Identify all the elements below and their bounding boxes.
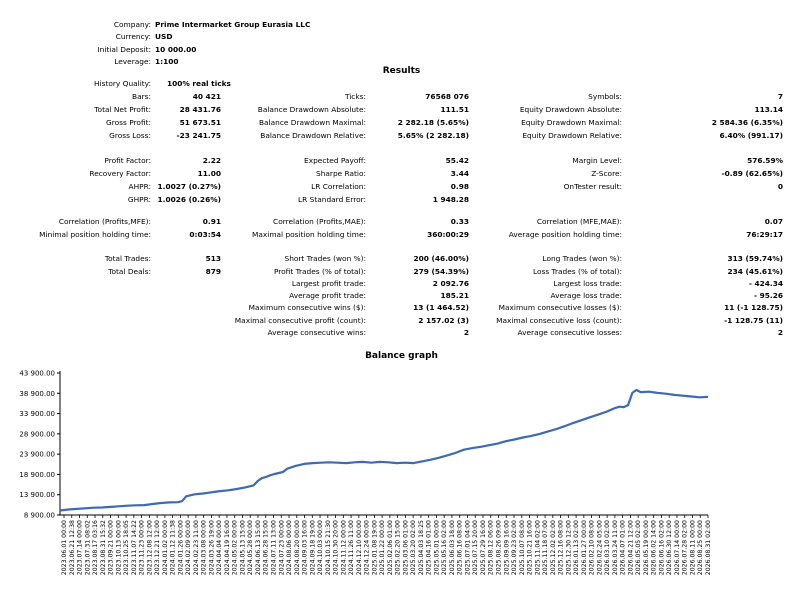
stat-label: Total Deals: bbox=[108, 267, 151, 276]
stat-value: 76:29:17 bbox=[746, 230, 783, 239]
x-tick-label: 2025.06.03 18:00 bbox=[448, 520, 456, 576]
stat-value: 185.21 bbox=[440, 291, 469, 300]
stat-value: 5.65% (2 282.18) bbox=[397, 131, 469, 140]
stat-value: 2.22 bbox=[202, 156, 221, 165]
x-tick-label: 2025.01.08 19:00 bbox=[371, 520, 379, 576]
stat-value: 13 (1 464.52) bbox=[413, 303, 469, 312]
x-tick-label: 2024.05.02 00:00 bbox=[231, 520, 239, 576]
x-tick-label: 2023.07.14 00:00 bbox=[76, 520, 84, 576]
x-tick-label: 2025.01.22 00:00 bbox=[379, 520, 387, 576]
history-quality-label: History Quality: bbox=[93, 79, 151, 88]
x-tick-label: 2025.04.03 18:25 bbox=[417, 520, 425, 576]
stat-value: 113.14 bbox=[754, 105, 783, 114]
x-tick-label: 2024.04.04 00:00 bbox=[216, 520, 224, 576]
x-tick-label: 2025.12.16 08:00 bbox=[557, 520, 565, 576]
stat-label: Recovery Factor: bbox=[89, 169, 151, 178]
x-tick-label: 2026.05.19 00:00 bbox=[642, 520, 650, 576]
stat-label: Gross Loss: bbox=[109, 131, 151, 140]
stat-label: Balance Drawdown Absolute: bbox=[257, 105, 366, 114]
x-tick-label: 2026.06.16 02:00 bbox=[658, 520, 666, 576]
x-tick-label: 2026.08.11 00:00 bbox=[689, 520, 697, 576]
stat-value: 0.07 bbox=[764, 217, 783, 226]
x-tick-label: 2026.05.05 02:00 bbox=[635, 520, 643, 576]
stat-label: Largest loss trade: bbox=[553, 279, 622, 288]
y-tick-label: 23 900.00 bbox=[19, 450, 55, 459]
y-tick-label: 38 900.00 bbox=[19, 389, 55, 398]
stat-value: 234 (45.61%) bbox=[727, 267, 783, 276]
stat-value: 0:03:54 bbox=[189, 230, 221, 239]
stat-value: 11.00 bbox=[197, 169, 221, 178]
stat-label: OnTester result: bbox=[563, 182, 622, 191]
x-tick-label: 2024.03.08 00:00 bbox=[200, 520, 208, 576]
stat-label: Equity Drawdown Absolute: bbox=[519, 105, 622, 114]
stat-label: Average consecutive wins: bbox=[267, 328, 366, 337]
x-tick-label: 2026.01.13 02:00 bbox=[573, 520, 581, 576]
x-tick-label: 2025.10.21 16:00 bbox=[526, 520, 534, 576]
stat-label: Correlation (Profits,MAE): bbox=[273, 217, 366, 226]
balance-chart bbox=[0, 350, 803, 600]
stat-value: 879 bbox=[205, 267, 221, 276]
stat-value: 7 bbox=[777, 92, 783, 101]
x-tick-label: 2026.06.30 12:00 bbox=[666, 520, 674, 576]
stat-value: 1 948.28 bbox=[432, 195, 469, 204]
y-tick-label: 43 900.00 bbox=[19, 369, 55, 378]
stat-label: LR Correlation: bbox=[311, 182, 366, 191]
stat-value: 2 157.02 (3) bbox=[418, 316, 469, 325]
stat-label: LR Standard Error: bbox=[298, 195, 366, 204]
x-tick-label: 2025.07.01 04:00 bbox=[464, 520, 472, 576]
stat-value: 76568 076 bbox=[425, 92, 469, 101]
x-tick-label: 2023.08.17 03:16 bbox=[92, 520, 100, 576]
stat-value: -1 128.75 (11) bbox=[724, 316, 783, 325]
stat-value: 2 584.36 (6.35%) bbox=[711, 118, 783, 127]
results-title: Results bbox=[382, 66, 421, 76]
x-tick-label: 2024.02.09 00:00 bbox=[185, 520, 193, 576]
stat-value: 360:00:29 bbox=[427, 230, 469, 239]
stat-value: 1.0026 (0.26%) bbox=[157, 195, 221, 204]
stat-value: 55.42 bbox=[445, 156, 469, 165]
x-tick-label: 2025.11.18 07:00 bbox=[542, 520, 550, 576]
stat-label: Minimal position holding time: bbox=[39, 230, 151, 239]
x-tick-label: 2026.02.10 08:00 bbox=[588, 520, 596, 576]
x-tick-label: 2026.08.31 02:00 bbox=[705, 520, 712, 576]
x-tick-label: 2024.06.13 15:00 bbox=[254, 520, 262, 576]
x-tick-label: 2024.10.15 21:30 bbox=[324, 520, 332, 576]
x-tick-label: 2026.08.25 00:00 bbox=[697, 520, 705, 576]
stat-label: Maximum consecutive losses ($): bbox=[498, 303, 622, 312]
stat-label: Average profit trade: bbox=[289, 291, 366, 300]
stat-value: 11 (-1 128.75) bbox=[724, 303, 783, 312]
x-tick-label: 2025.09.23 02:00 bbox=[511, 520, 519, 576]
stat-label: Correlation (Profits,MFE): bbox=[58, 217, 151, 226]
x-tick-label: 2026.03.10 02:00 bbox=[604, 520, 612, 576]
stat-value: - 95.26 bbox=[753, 291, 783, 300]
x-tick-label: 2024.08.20 00:00 bbox=[293, 520, 301, 576]
x-tick-label: 2024.09.03 16:00 bbox=[301, 520, 309, 576]
x-tick-label: 2025.08.26 09:00 bbox=[495, 520, 503, 576]
stat-value: 279 (54.39%) bbox=[413, 267, 469, 276]
x-tick-label: 2025.04.16 01:00 bbox=[425, 520, 433, 576]
stat-label: Balance Drawdown Maximal: bbox=[258, 118, 366, 127]
stat-label: Correlation (MFE,MAE): bbox=[536, 217, 622, 226]
x-tick-label: 2024.05.13 15:00 bbox=[239, 520, 247, 576]
y-tick-label: 28 900.00 bbox=[19, 430, 55, 439]
stat-value: 576.59% bbox=[747, 156, 783, 165]
x-tick-label: 2024.07.23 00:00 bbox=[278, 520, 286, 576]
y-tick-label: 8 900.00 bbox=[23, 511, 55, 520]
stat-label: Symbols: bbox=[588, 92, 622, 101]
x-tick-label: 2024.02.23 11:00 bbox=[192, 520, 200, 576]
x-tick-label: 2024.05.28 00:00 bbox=[247, 520, 255, 576]
x-tick-label: 2026.04.21 12:00 bbox=[627, 520, 635, 576]
stat-value: 200 (46.00%) bbox=[413, 254, 469, 263]
x-tick-label: 2026.03.24 11:00 bbox=[611, 520, 619, 576]
stat-label: Equity Drawdown Relative: bbox=[522, 131, 622, 140]
x-tick-label: 2025.02.06 01:00 bbox=[386, 520, 394, 576]
stat-value: 2 bbox=[463, 328, 469, 337]
x-tick-label: 2023.10.13 00:00 bbox=[115, 520, 123, 576]
x-tick-label: 2026.02.24 05:00 bbox=[596, 520, 604, 576]
x-tick-label: 2023.09.21 00:00 bbox=[107, 520, 115, 576]
x-tick-label: 2023.12.21 12:00 bbox=[154, 520, 162, 576]
stat-label: Average consecutive losses: bbox=[517, 328, 622, 337]
x-tick-label: 2025.07.29 16:00 bbox=[479, 520, 487, 576]
header-value: 10 000.00 bbox=[155, 45, 197, 54]
x-tick-label: 2024.01.12 11:38 bbox=[169, 520, 177, 576]
x-tick-label: 2025.03.06 01:00 bbox=[402, 520, 410, 576]
x-tick-label: 2025.03.20 02:00 bbox=[410, 520, 418, 576]
chart-title: Balance graph bbox=[365, 351, 438, 361]
header-label: Company: bbox=[113, 20, 151, 29]
x-tick-label: 2024.12.24 00:00 bbox=[363, 520, 371, 576]
header-label: Currency: bbox=[115, 32, 151, 41]
y-tick-label: 13 900.00 bbox=[19, 491, 55, 500]
x-tick-label: 2024.06.28 15:00 bbox=[262, 520, 270, 576]
x-tick-label: 2024.11.12 00:00 bbox=[340, 520, 348, 576]
stat-label: Maximal consecutive profit (count): bbox=[234, 316, 366, 325]
stat-value: 40 421 bbox=[192, 92, 221, 101]
x-tick-label: 2023.12.08 12:00 bbox=[146, 520, 154, 576]
stat-value: 513 bbox=[205, 254, 221, 263]
stat-label: Loss Trades (% of total): bbox=[533, 267, 622, 276]
stat-label: Maximum consecutive wins ($): bbox=[248, 303, 366, 312]
stat-label: AHPR: bbox=[128, 182, 151, 191]
x-tick-label: 2023.06.01 00:00 bbox=[61, 520, 68, 576]
stat-label: Profit Trades (% of total): bbox=[273, 267, 366, 276]
stat-label: Bars: bbox=[132, 92, 151, 101]
balance-series-line bbox=[60, 390, 708, 511]
x-tick-label: 2024.10.03 00:00 bbox=[317, 520, 325, 576]
stat-value: -23 241.75 bbox=[176, 131, 221, 140]
stat-value: 6.40% (991.17) bbox=[719, 131, 783, 140]
x-tick-label: 2025.05.16 02:00 bbox=[441, 520, 449, 576]
stat-label: Sharpe Ratio: bbox=[316, 169, 366, 178]
stat-label: Profit Factor: bbox=[104, 156, 151, 165]
stat-label: Expected Payoff: bbox=[304, 156, 366, 165]
stat-value: 313 (59.74%) bbox=[727, 254, 783, 263]
stat-value: 51 673.51 bbox=[179, 118, 221, 127]
stat-value: 0.33 bbox=[450, 217, 469, 226]
x-tick-label: 2024.10.30 20:00 bbox=[332, 520, 340, 576]
x-tick-label: 2024.12.10 00:00 bbox=[355, 520, 363, 576]
x-tick-label: 2026.07.28 02:00 bbox=[681, 520, 689, 576]
stat-label: Maximal consecutive loss (count): bbox=[496, 316, 622, 325]
x-tick-label: 2024.11.26 11:00 bbox=[348, 520, 356, 576]
x-tick-label: 2025.09.09 16:00 bbox=[503, 520, 511, 576]
stat-label: Average position holding time: bbox=[508, 230, 622, 239]
stat-value: -0.89 (62.65%) bbox=[721, 169, 783, 178]
x-tick-label: 2024.01.26 00:00 bbox=[177, 520, 185, 576]
stat-value: 2 282.18 (5.65%) bbox=[397, 118, 469, 127]
x-tick-label: 2024.04.19 16:00 bbox=[223, 520, 231, 576]
x-tick-label: 2026.04.07 01:00 bbox=[619, 520, 627, 576]
stat-label: GHPR: bbox=[127, 195, 151, 204]
x-tick-label: 2025.02.20 15:00 bbox=[394, 520, 402, 576]
x-tick-label: 2025.12.02 02:00 bbox=[549, 520, 557, 576]
x-tick-label: 2025.08.12 06:00 bbox=[487, 520, 495, 576]
x-tick-label: 2025.05.01 00:00 bbox=[433, 520, 441, 576]
header-value: USD bbox=[155, 32, 173, 41]
stat-label: Gross Profit: bbox=[106, 118, 151, 127]
stat-value: 1.0027 (0.27%) bbox=[157, 182, 221, 191]
stat-label: Total Net Profit: bbox=[94, 105, 151, 114]
x-tick-label: 2026.07.14 00:00 bbox=[673, 520, 681, 576]
x-tick-label: 2024.09.18 19:00 bbox=[309, 520, 317, 576]
x-tick-label: 2025.06.16 08:00 bbox=[456, 520, 464, 576]
x-tick-label: 2023.11.07 14:22 bbox=[130, 520, 138, 576]
stat-label: Largest profit trade: bbox=[291, 279, 366, 288]
stat-value: 2 092.76 bbox=[432, 279, 469, 288]
stat-value: 3.44 bbox=[450, 169, 469, 178]
x-tick-label: 2024.08.06 00:00 bbox=[286, 520, 294, 576]
stat-label: Total Trades: bbox=[104, 254, 151, 263]
x-tick-label: 2025.10.07 08:00 bbox=[518, 520, 526, 576]
x-tick-label: 2023.06.21 12:38 bbox=[68, 520, 76, 576]
stat-label: Long Trades (won %): bbox=[542, 254, 622, 263]
x-tick-label: 2024.07.11 13:00 bbox=[270, 520, 278, 576]
x-tick-label: 2023.10.25 18:05 bbox=[123, 520, 131, 576]
header-value: Prime Intermarket Group Eurasia LLC bbox=[155, 20, 311, 29]
header-label: Initial Deposit: bbox=[97, 45, 151, 54]
y-tick-label: 18 900.00 bbox=[19, 470, 55, 479]
stat-label: Z-Score: bbox=[591, 169, 622, 178]
x-tick-label: 2025.11.04 02:00 bbox=[534, 520, 542, 576]
x-tick-label: 2026.01.27 00:00 bbox=[580, 520, 588, 576]
x-tick-label: 2023.08.31 15:32 bbox=[99, 520, 107, 576]
x-tick-label: 2024.03.26 19:00 bbox=[208, 520, 216, 576]
stat-value: 0.91 bbox=[202, 217, 221, 226]
stat-value: 28 431.76 bbox=[179, 105, 221, 114]
stat-label: Maximal position holding time: bbox=[251, 230, 366, 239]
header-label: Leverage: bbox=[114, 57, 151, 66]
stat-value: - 424.34 bbox=[748, 279, 783, 288]
x-tick-label: 2023.07.31 08:02 bbox=[84, 520, 92, 576]
x-tick-label: 2026.06.02 14:00 bbox=[650, 520, 658, 576]
stat-label: Balance Drawdown Relative: bbox=[260, 131, 366, 140]
x-tick-label: 2024.01.02 00:00 bbox=[161, 520, 169, 576]
y-tick-label: 33 900.00 bbox=[19, 410, 55, 419]
stat-value: 0.98 bbox=[450, 182, 469, 191]
stat-label: Short Trades (won %): bbox=[284, 254, 366, 263]
stat-label: Average loss trade: bbox=[550, 291, 622, 300]
header-value: 1:100 bbox=[155, 57, 179, 66]
x-tick-label: 2025.07.15 20:00 bbox=[472, 520, 480, 576]
stat-label: Ticks: bbox=[344, 92, 366, 101]
stat-value: 0 bbox=[777, 182, 783, 191]
stat-label: Margin Level: bbox=[572, 156, 622, 165]
stat-value: 2 bbox=[777, 328, 783, 337]
x-tick-label: 2025.12.30 12:00 bbox=[565, 520, 573, 576]
x-tick-label: 2023.11.23 00:00 bbox=[138, 520, 146, 576]
stat-label: Equity Drawdown Maximal: bbox=[521, 118, 622, 127]
stat-value: 111.51 bbox=[440, 105, 469, 114]
history-quality-value: 100% real ticks bbox=[167, 79, 231, 88]
